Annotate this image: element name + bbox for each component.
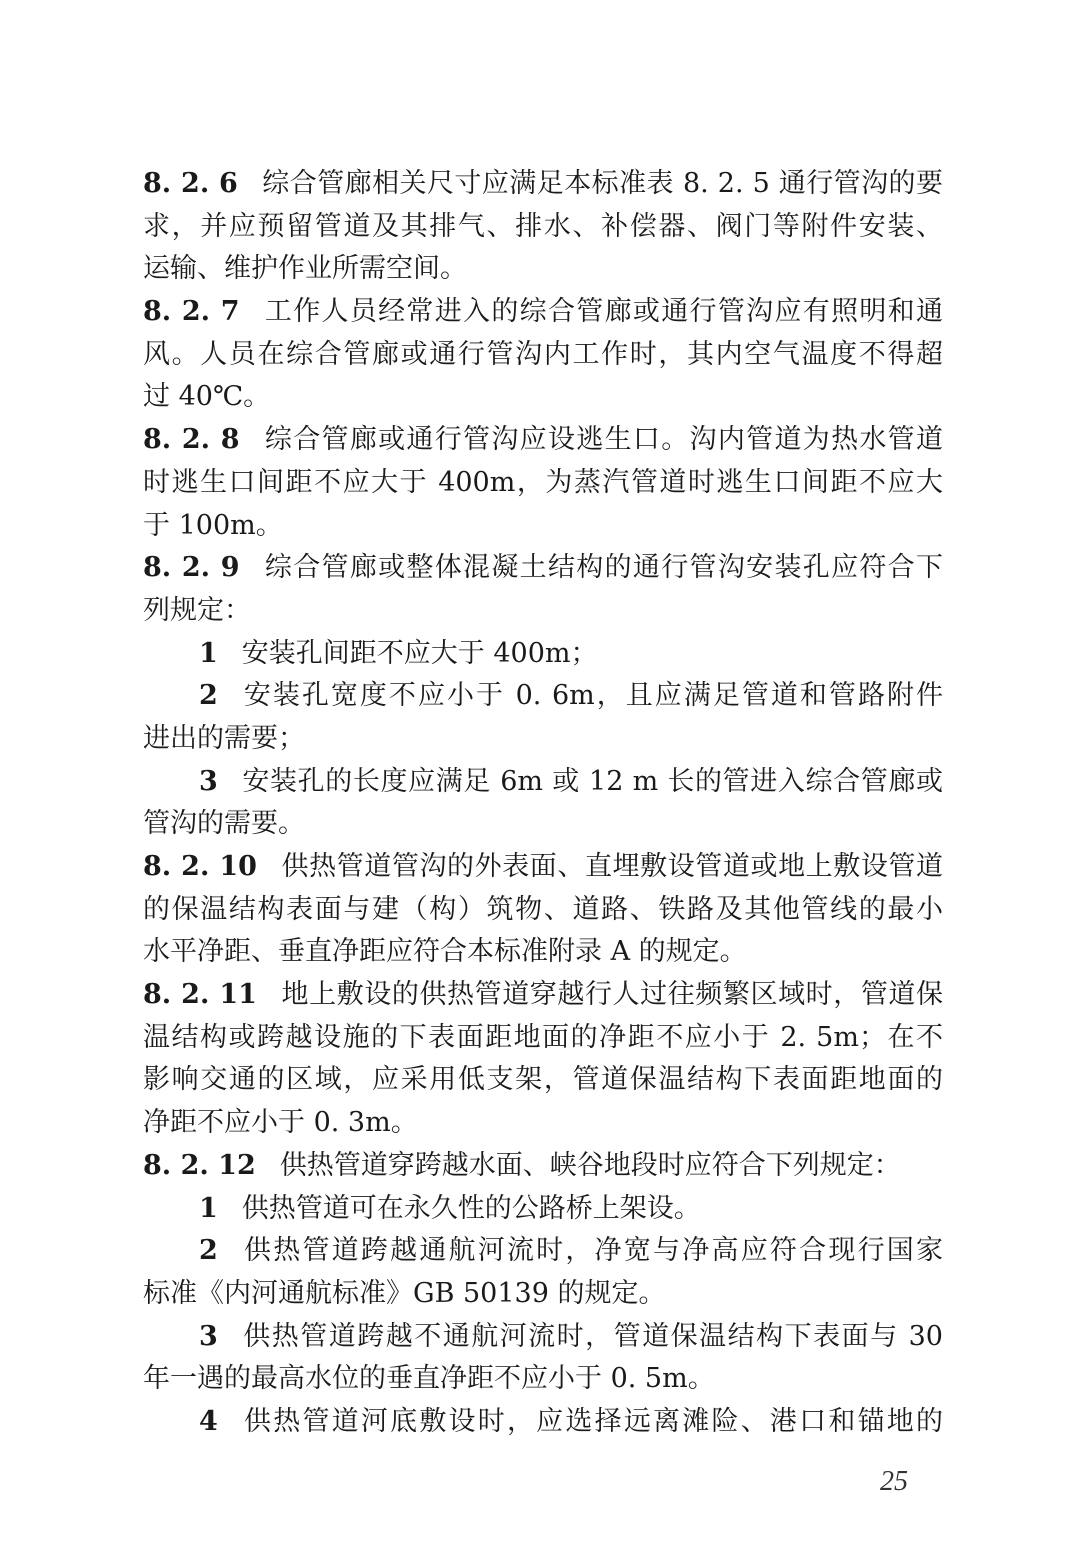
line-text: 标准《内河通航标准》GB 50139 的规定。 [143, 1277, 666, 1309]
text-line [143, 376, 943, 419]
line-text: 进出的需要； [143, 722, 305, 754]
line-text: 综合管廊或整体混凝土结构的通行管沟安装孔应符合下 [263, 552, 943, 584]
line-text: 供热管道管沟的外表面、直埋敷设管道或地上敷设管道 [280, 851, 943, 882]
list-item-number: 1 [199, 1192, 218, 1224]
clause-number: 8. 2. 7 [143, 296, 240, 328]
line-text: 风。人员在综合管廊或通行管沟内工作时，其内空气温度不得超 [143, 338, 943, 370]
line-text: 安装孔宽度不应小于 0. 6m，且应满足管道和管路附件 [241, 680, 943, 712]
text-line [143, 1059, 943, 1102]
text-line [143, 1017, 943, 1060]
line-text: 过 40℃。 [143, 381, 271, 413]
text-line [143, 1273, 943, 1316]
line-text: 安装孔间距不应大于 400m； [241, 637, 598, 669]
text-line [143, 206, 943, 249]
text-line [143, 1230, 943, 1273]
line-text: 求，并应预留管道及其排气、排水、补偿器、阀门等附件安装、 [143, 210, 943, 242]
text-line [143, 889, 943, 932]
line-text: 综合管廊或通行管沟应设逃生口。沟内管道为热水管道 [263, 424, 943, 456]
text-line [143, 1145, 943, 1188]
line-text: 时逃生口间距不应大于 400m，为蒸汽管道时逃生口间距不应大 [143, 466, 943, 498]
line-text: 列规定： [143, 594, 251, 626]
clause-number: 8. 2. 10 [143, 851, 257, 882]
clause-number: 8. 2. 6 [143, 168, 238, 199]
text-line [143, 1102, 943, 1145]
line-text: 净距不应小于 0. 3m。 [143, 1107, 418, 1139]
list-item-number: 3 [199, 1320, 218, 1352]
text-line [143, 547, 943, 590]
line-text: 供热管道可在永久性的公路桥上架设。 [241, 1192, 701, 1224]
list-item-number: 2 [199, 680, 218, 712]
line-text: 供热管道跨越不通航河流时，管道保温结构下表面与 30 [241, 1320, 943, 1352]
line-text: 水平净距、垂直净距应符合本标准附录 A 的规定。 [143, 936, 747, 968]
list-item-number: 2 [199, 1235, 218, 1267]
clause-number: 8. 2. 8 [143, 424, 240, 456]
text-line [143, 1188, 943, 1231]
text-line [143, 803, 943, 846]
line-text: 于 100m。 [143, 509, 283, 541]
text-line [143, 1401, 943, 1444]
text-line [143, 846, 943, 889]
text-lines [143, 163, 943, 1444]
text-line [143, 163, 943, 206]
line-text: 运输、维护作业所需空间。 [143, 253, 467, 285]
clause-number: 8. 2. 12 [143, 1149, 256, 1181]
page-number: 25 [880, 1466, 908, 1497]
text-line [143, 419, 943, 462]
text-line [143, 718, 943, 761]
text-line [143, 334, 943, 377]
line-text: 温结构或跨越设施的下表面距地面的净距不应小于 2. 5m；在不 [143, 1021, 943, 1053]
line-text: 的保温结构表面与建（构）筑物、道路、铁路及其他管线的最小 [143, 893, 943, 925]
line-text: 综合管廊相关尺寸应满足本标准表 8. 2. 5 通行管沟的要 [261, 168, 943, 199]
clause-number: 8. 2. 9 [143, 552, 240, 584]
text-line [143, 974, 943, 1017]
line-text: 供热管道跨越通航河流时，净宽与净高应符合现行国家 [241, 1235, 943, 1267]
line-text: 管沟的需要。 [143, 808, 305, 840]
list-item-number: 4 [199, 1405, 218, 1437]
text-line [143, 590, 943, 633]
text-line [143, 761, 943, 804]
text-line [143, 633, 943, 676]
line-text: 工作人员经常进入的综合管廊或通行管沟应有照明和通 [263, 296, 943, 328]
list-item-number: 1 [199, 637, 218, 669]
line-text: 年一遇的最高水位的垂直净距不应小于 0. 5m。 [143, 1363, 715, 1395]
text-line [143, 291, 943, 334]
text-line [143, 505, 943, 548]
line-text: 地上敷设的供热管道穿越行人过往频繁区域时，管道保 [280, 979, 943, 1011]
line-text: 供热管道穿跨越水面、峡谷地段时应符合下列规定： [279, 1149, 901, 1181]
list-item-number: 3 [199, 765, 218, 797]
text-line [143, 931, 943, 974]
text-line [143, 248, 943, 291]
line-text: 影响交通的区域，应采用低支架，管道保温结构下表面距地面的 [143, 1064, 943, 1096]
document-body [143, 163, 943, 1444]
line-text: 供热管道河底敷设时，应选择远离滩险、港口和锚地的 [241, 1405, 943, 1437]
text-line [143, 675, 943, 718]
text-line [143, 1358, 943, 1401]
text-line [143, 462, 943, 505]
text-line [143, 1316, 943, 1359]
line-text: 安装孔的长度应满足 6m 或 12 m 长的管进入综合管廊或 [241, 765, 943, 797]
clause-number: 8. 2. 11 [143, 979, 257, 1011]
